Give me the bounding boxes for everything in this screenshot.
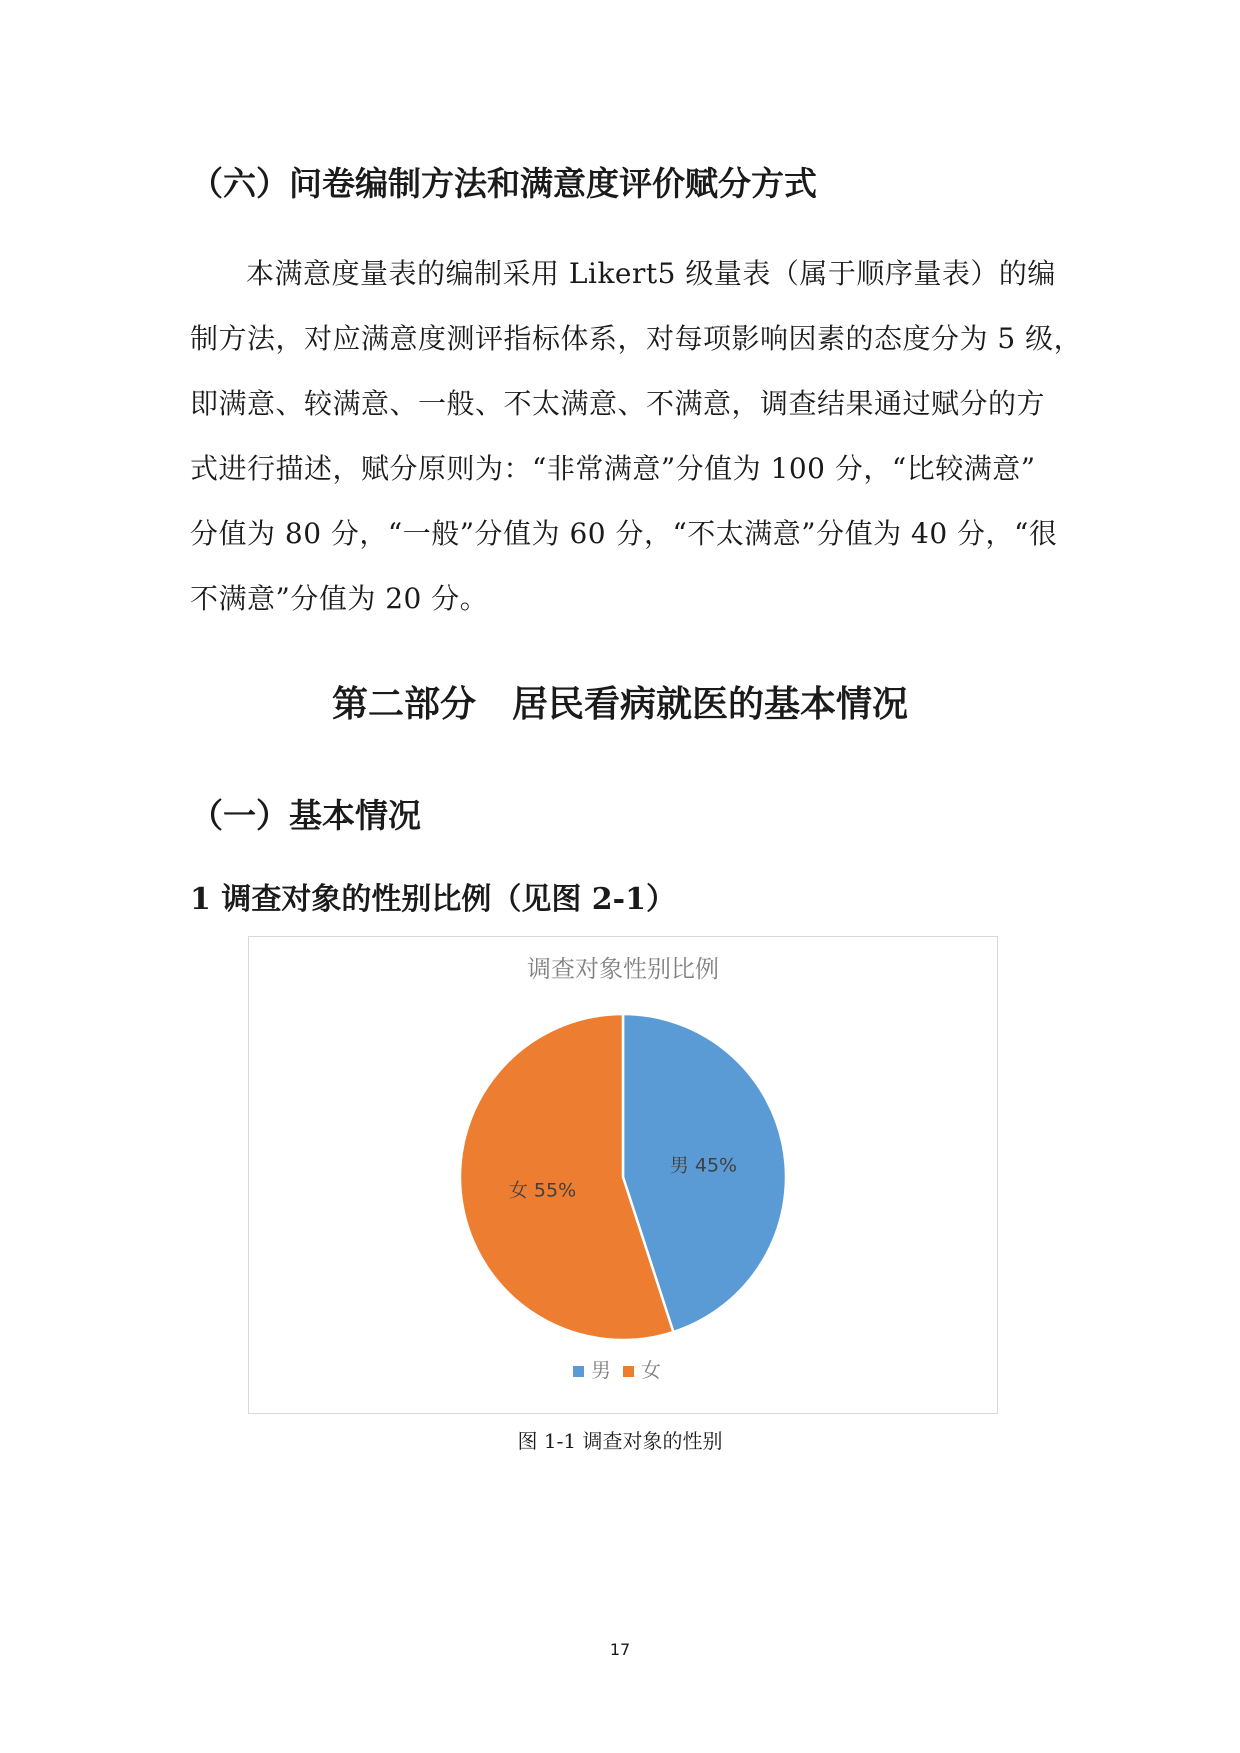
chart-title: 调查对象性别比例 xyxy=(527,955,719,983)
page-number: 17 xyxy=(609,1640,631,1659)
paragraph-line-3: 即满意、较满意、一般、不太满意、不满意，调查结果通过赋分的方 xyxy=(190,387,1046,420)
subsection-heading: 1 调查对象的性别比例（见图 2-1） xyxy=(190,882,676,917)
pie-data-label-1: 男 45% xyxy=(669,1154,738,1177)
pie-data-label-2: 女 55% xyxy=(508,1179,577,1202)
paragraph-line-4: 式进行描述，赋分原则为：“非常满意”分值为 100 分，“比较满意” xyxy=(190,452,1036,485)
section-heading-1: （一）基本情况 xyxy=(190,796,421,835)
legend-label-1: 男 xyxy=(591,1358,611,1382)
pie-chart-frame xyxy=(248,936,998,1414)
legend-swatch-2 xyxy=(623,1366,634,1377)
section-heading-6: （六）问卷编制方法和满意度评价赋分方式 xyxy=(190,164,817,203)
part-heading: 第二部分 居民看病就医的基本情况 xyxy=(331,684,908,725)
paragraph-line-2: 制方法，对应满意度测评指标体系，对每项影响因素的态度分为 5 级， xyxy=(190,322,1083,355)
paragraph-line-1: 本满意度量表的编制采用 Likert5 级量表（属于顺序量表）的编 xyxy=(246,257,1056,290)
legend-swatch-1 xyxy=(573,1366,584,1377)
paragraph-line-6: 不满意”分值为 20 分。 xyxy=(190,582,489,615)
legend-label-2: 女 xyxy=(641,1358,661,1382)
pie-chart xyxy=(249,937,997,1413)
figure-caption: 图 1-1 调查对象的性别 xyxy=(517,1429,723,1453)
paragraph-line-5: 分值为 80 分，“一般”分值为 60 分，“不太满意”分值为 40 分，“很 xyxy=(190,517,1058,550)
